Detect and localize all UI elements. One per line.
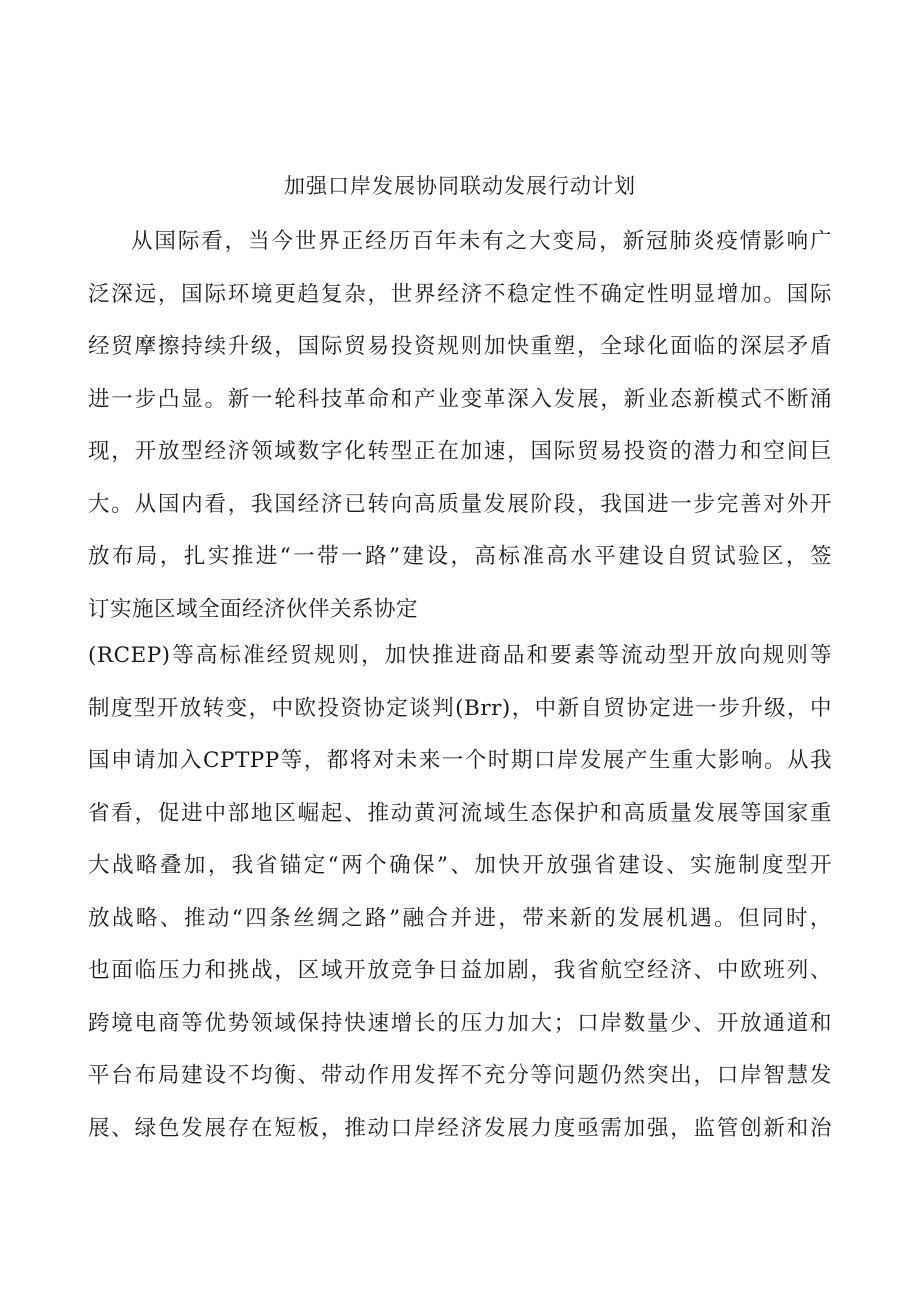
paragraph-line: 放布局，扎实推进“一带一路”建设，高标准高水平建设自贸试验区，签 <box>88 544 832 569</box>
paragraph-line: 展、绿色发展存在短板，推动口岸经济发展力度亟需加强，监管创新和治 <box>88 1115 832 1141</box>
paragraph-line: 平台布局建设不均衡、带动作用发挥不充分等问题仍然突出，口岸智慧发 <box>88 1063 832 1088</box>
paragraph-line: 大战略叠加，我省锚定“两个确保”、加快开放强省建设、实施制度型开 <box>88 853 832 878</box>
paragraph-line: 经贸摩擦持续升级，国际贸易投资规则加快重塑，全球化面临的深层矛盾 <box>88 334 832 359</box>
paragraph-line: 省看，促进中部地区崛起、推动黄河流域生态保护和高质量发展等国家重 <box>88 800 832 826</box>
paragraph-line: 进一步凸显。新一轮科技革命和产业变革深入发展，新业态新模式不断涌 <box>88 386 832 412</box>
paragraph-2 <box>88 630 832 1155</box>
paragraph-line: (RCEP)等高标准经贸规则，加快推进商品和要素等流动型开放向规则等 <box>88 643 832 668</box>
paragraph-line: 现，开放型经济领域数字化转型正在加速，国际贸易投资的潜力和空间巨 <box>88 439 832 464</box>
paragraph-line: 从国际看，当今世界正经历百年未有之大变局，新冠肺炎疫情影响广 <box>131 229 832 254</box>
paragraph-line: 制度型开放转变，中欧投资协定谈判(Brr)，中新自贸协定进一步升级，中 <box>88 695 832 721</box>
document-title: 加强口岸发展协同联动发展行动计划 <box>284 174 636 198</box>
paragraph-line: 大。从国内看，我国经济已转向高质量发展阶段，我国进一步完善对外开 <box>88 491 832 517</box>
paragraph-line: 国申请加入CPTPP等，都将对未来一个时期口岸发展产生重大影响。从我 <box>88 748 832 773</box>
paragraph-1 <box>88 216 832 636</box>
paragraph-line: 订实施区域全面经济伙伴关系协定 <box>88 596 419 622</box>
paragraph-line: 跨境电商等优势领域保持快速增长的压力加大；口岸数量少、开放通道和 <box>88 1010 832 1036</box>
paragraph-line: 放战略、推动“四条丝绸之路”融合并进，带来新的发展机遇。但同时， <box>88 905 832 931</box>
paragraph-line: 也面临压力和挑战，区域开放竞争日益加剧，我省航空经济、中欧班列、 <box>88 958 832 983</box>
paragraph-line: 泛深远，国际环境更趋复杂，世界经济不稳定性不确定性明显增加。国际 <box>88 281 832 307</box>
